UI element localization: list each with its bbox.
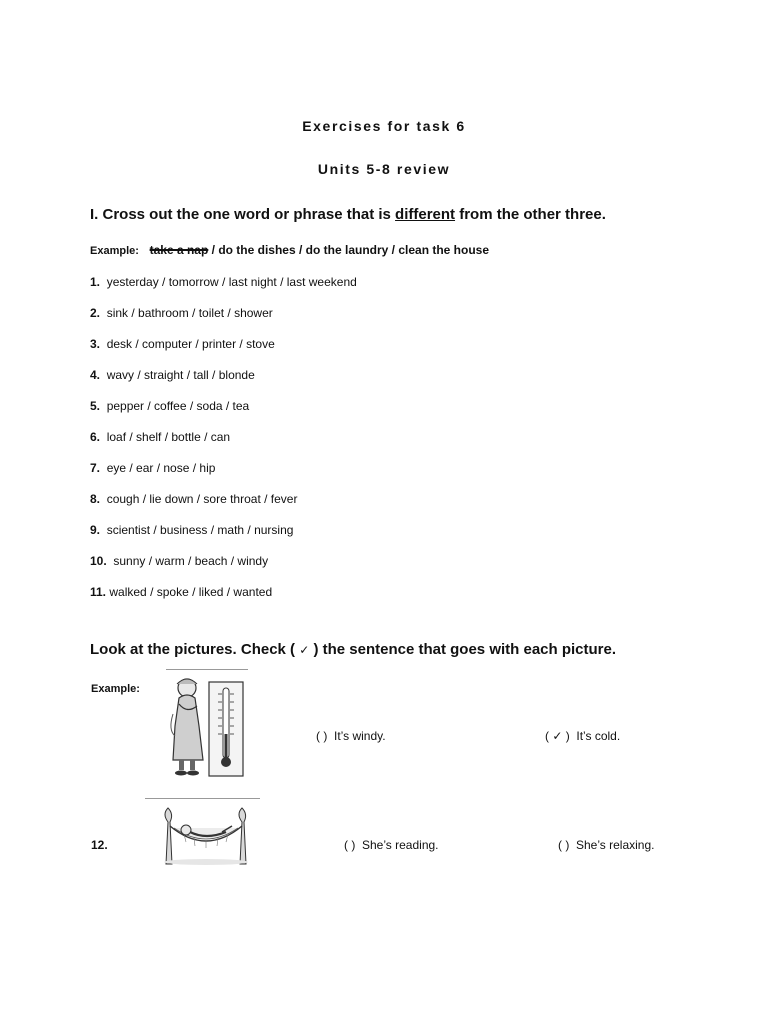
example-option1-checkbox[interactable]: ( ) [316,729,328,743]
item-text: cough / lie down / sore throat / fever [106,492,298,506]
item-text: walked / spoke / liked / wanted [109,585,273,599]
q12-option1-checkbox[interactable]: ( ) [344,838,356,852]
list-item [90,585,272,599]
item-number: 8. [90,492,101,506]
example-option2 [545,729,620,743]
example-option2-checkbox[interactable]: ( ✓ ) [545,729,570,743]
list-item [90,275,357,289]
example-image-rule [166,669,248,670]
item-text: wavy / straight / tall / blonde [106,368,255,382]
item-number: 11. [90,585,107,599]
example-option1 [316,729,386,743]
list-item [90,337,275,351]
check-mark-icon: ✓ [299,643,310,657]
list-item [90,399,249,413]
item-number: 5. [90,399,101,413]
item-number: 1. [90,275,101,289]
section2-heading-start: Look at the pictures. Check ( [90,641,300,658]
example-option2-text: It’s cold. [576,729,621,743]
list-item [90,368,255,382]
page-subtitle: Units 5-8 review [317,161,451,177]
item-number: 7. [90,461,101,475]
example-label: Example: [90,245,139,257]
section1-example [90,243,489,257]
item-text: sunny / warm / beach / windy [113,554,269,568]
q12-option1-text: She’s reading. [362,838,439,852]
list-item [90,430,230,444]
item-number: 3. [90,337,101,351]
item-number: 9. [90,523,101,537]
list-item [90,523,293,537]
item-number: 2. [90,306,101,320]
example-row-label: Example: [91,683,140,695]
section1-heading [90,206,606,223]
section1-heading-end: from the other three. [455,206,606,223]
example-option1-text: It’s windy. [334,729,386,743]
q12-option2-checkbox[interactable]: ( ) [558,838,570,852]
q12-option2 [558,838,655,852]
item-text: yesterday / tomorrow / last night / last weekend [106,275,357,289]
section2-heading-end: ) the sentence that goes with each picture. [309,641,617,658]
item-number: 6. [90,430,101,444]
item-text: scientist / business / math / nursing [106,523,294,537]
section2-heading [90,641,616,658]
hammock-relaxing-icon [156,804,256,866]
page-title: Exercises for task 6 [302,118,466,134]
q12-number: 12. [91,838,108,852]
item-number: 10. [90,554,107,568]
q12-option1 [344,838,439,852]
item-text: pepper / coffee / soda / tea [106,399,250,413]
list-item [90,492,297,506]
example-rest: / do the dishes / do the laundry / clean the house [208,243,490,257]
item-text: eye / ear / nose / hip [106,461,216,475]
item-text: sink / bathroom / toilet / shower [106,306,273,320]
list-item [90,306,273,320]
item-text: desk / computer / printer / stove [106,337,275,351]
item-text: loaf / shelf / bottle / can [106,430,231,444]
list-item [90,461,215,475]
section1-heading-underlined: different [395,206,456,223]
q12-image-rule [145,798,260,799]
q12-option2-text: She’s relaxing. [576,838,655,852]
example-struck-phrase: take a nap [149,243,209,257]
section1-heading-start: I. Cross out the one word or phrase that is [90,206,396,223]
cold-woman-thermometer-icon [163,674,249,780]
item-number: 4. [90,368,101,382]
list-item [90,554,268,568]
